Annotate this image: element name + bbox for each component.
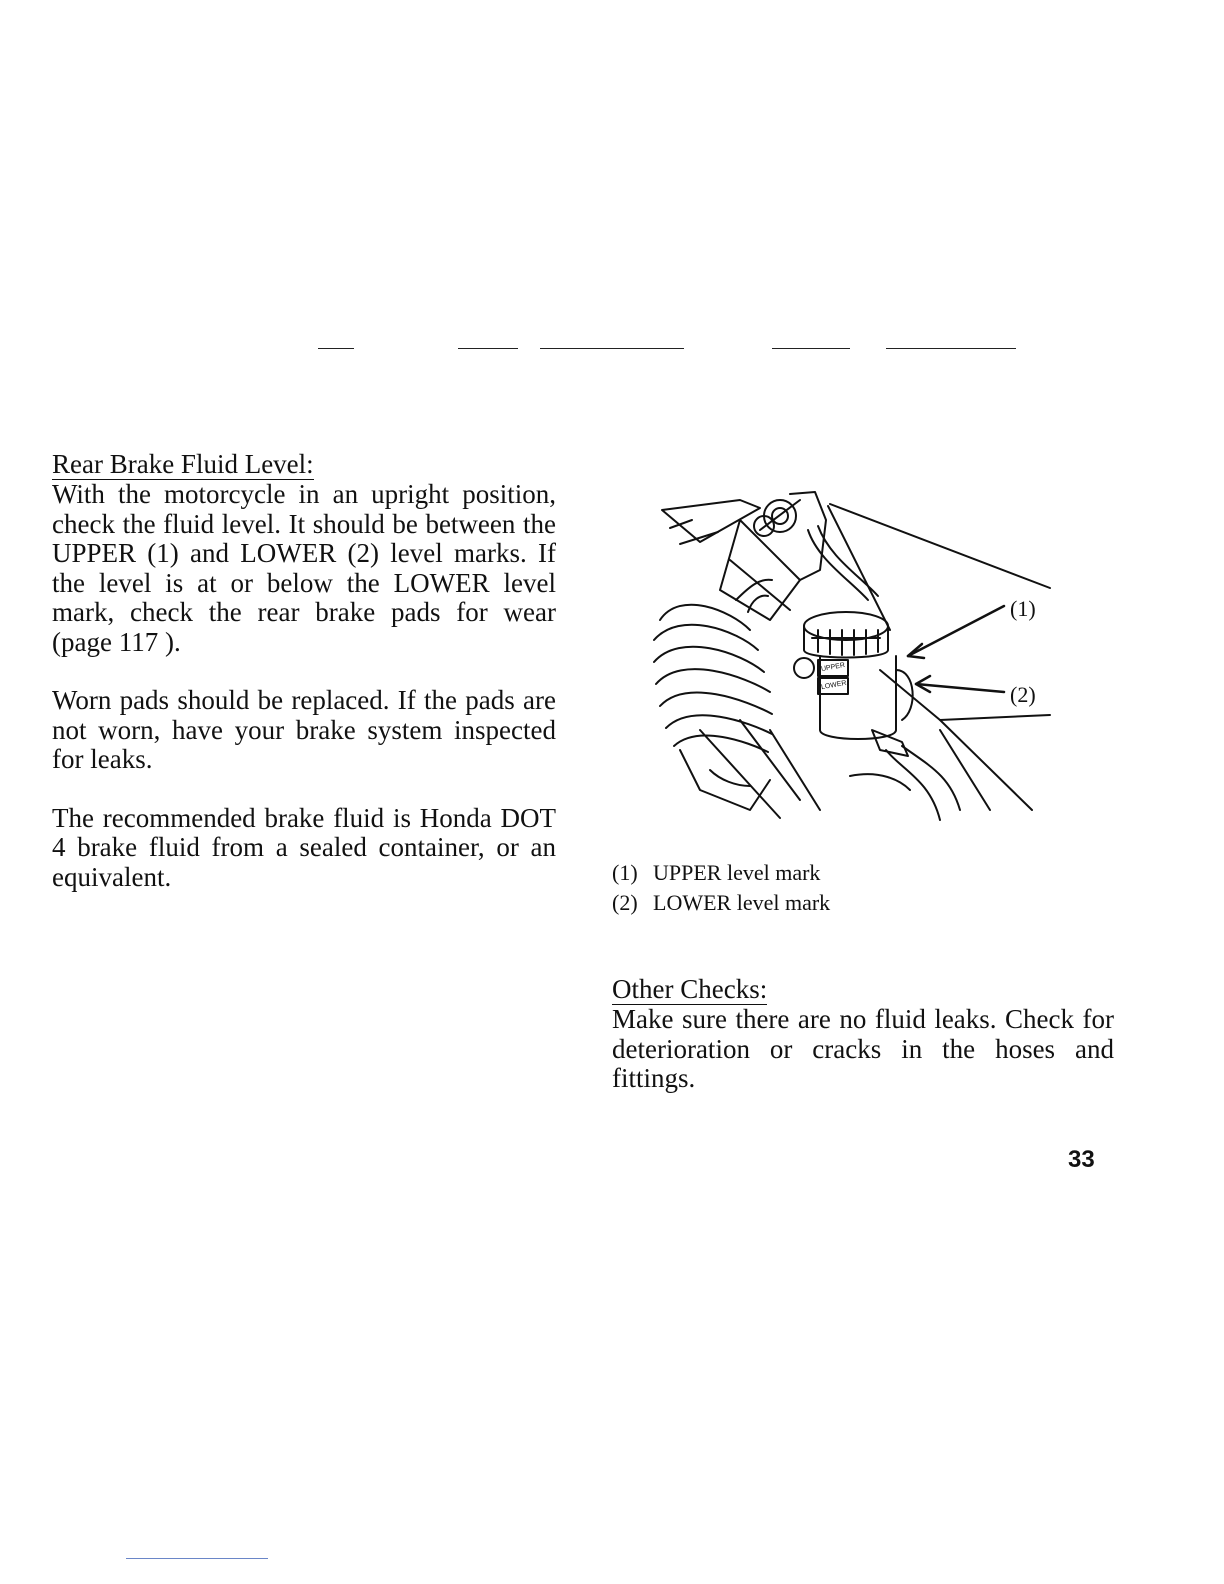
callout-2: (2)	[1010, 682, 1036, 707]
reservoir-lower-label: LOWER	[820, 679, 848, 692]
reservoir-upper-label: UPPER	[820, 661, 846, 674]
callout-1: (1)	[1010, 596, 1036, 621]
caption-row	[612, 888, 830, 918]
section-heading-other-checks: Other Checks:	[612, 974, 768, 1004]
caption-text: UPPER level mark	[653, 860, 821, 885]
section-heading-rear-brake: Rear Brake Fluid Level:	[52, 449, 314, 479]
page-number: 33	[1068, 1146, 1095, 1173]
scan-rule	[318, 348, 354, 349]
figure-captions	[612, 858, 830, 918]
scan-rule	[772, 348, 850, 349]
brake-reservoir-illustration	[640, 480, 1060, 840]
paragraph-recommended-fluid: The recommended brake fluid is Honda DOT 4 brake fluid from a sealed container, or an equivalent.	[52, 802, 556, 892]
caption-number: (1)	[612, 860, 638, 885]
scan-rule	[886, 348, 1016, 349]
right-column	[612, 975, 1114, 1094]
caption-text: LOWER level mark	[653, 890, 831, 915]
caption-row	[612, 858, 830, 888]
scan-rule	[458, 348, 518, 349]
caption-number: (2)	[612, 890, 638, 915]
paragraph-other-checks: Make sure there are no fluid leaks. Check for deterioration or cracks in the hoses and fittings.	[612, 1004, 1114, 1093]
scan-rule	[540, 348, 684, 349]
paragraph-worn-pads: Worn pads should be replaced. If the pads are not worn, have your brake system inspected for leaks.	[52, 685, 556, 774]
reservoir-drawing	[640, 480, 1060, 840]
left-column	[52, 450, 556, 892]
scan-rule	[126, 1558, 268, 1559]
paragraph-fluid-level: With the motorcycle in an upright position, check the fluid level. It should be between the UPPER (1) and LOWER (2) level marks. If the level is at or below the LOWER level mark, check the rear brake pads for wear (page 117 ).	[52, 479, 556, 657]
